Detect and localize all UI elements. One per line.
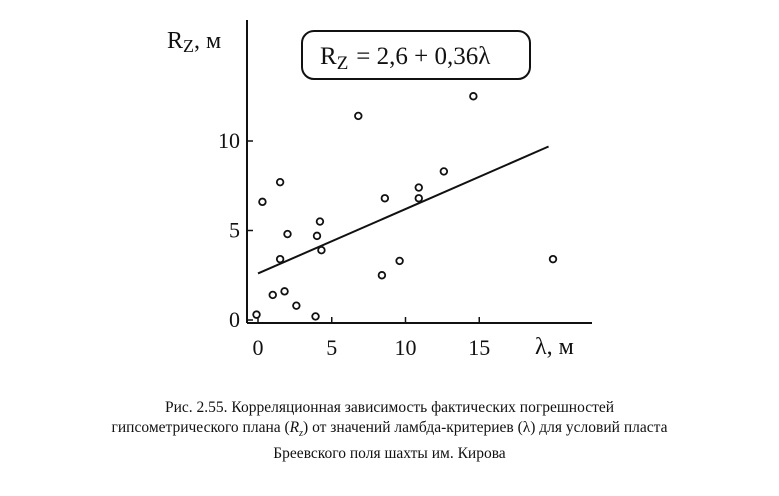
caption-line-1: Рис. 2.55. Корреляционная зависимость фактических погрешностей (164, 399, 615, 416)
figure-caption (0, 398, 779, 464)
data-point (284, 231, 291, 238)
data-point (355, 113, 362, 120)
y-tick-label: 10 (218, 128, 240, 153)
data-point (277, 256, 284, 263)
data-point (415, 195, 422, 202)
x-tick-label: 15 (468, 335, 491, 360)
data-point (441, 168, 448, 175)
data-point (314, 233, 321, 240)
data-point (318, 247, 325, 254)
caption-line-2: гипсометрического плана $(R_z)$ от значений ламбда-критериев (λ) для условий пласта (111, 419, 668, 440)
x-tick-label: 5 (326, 335, 338, 360)
equation-box (302, 31, 530, 79)
data-point (259, 199, 266, 206)
data-point (253, 311, 260, 318)
x-axis-label: λ, м (535, 334, 574, 360)
data-point (396, 258, 403, 265)
data-point (281, 288, 288, 295)
caption-line-3: Бреевского поля шахты им. Кирова (273, 445, 506, 463)
data-point (550, 256, 557, 263)
x-tick-label: 0 (252, 335, 264, 360)
data-point (312, 313, 319, 320)
data-points (253, 93, 556, 320)
data-point (277, 179, 284, 186)
y-axis-label: RZ, м (167, 28, 222, 56)
equation-text: $R_Z = 2,6 + 0,36\lambda$ (320, 43, 491, 74)
axis-ticks (218, 128, 490, 360)
data-point (269, 292, 276, 299)
data-point (470, 93, 477, 100)
data-point (379, 272, 386, 279)
data-point (382, 195, 389, 202)
y-tick-label: 5 (229, 217, 240, 243)
data-point (293, 302, 300, 309)
regression-line (258, 147, 549, 274)
data-point (415, 184, 422, 191)
x-tick-label: 10 (394, 335, 417, 360)
y-tick-label: 0 (229, 307, 240, 332)
data-point (317, 218, 324, 225)
